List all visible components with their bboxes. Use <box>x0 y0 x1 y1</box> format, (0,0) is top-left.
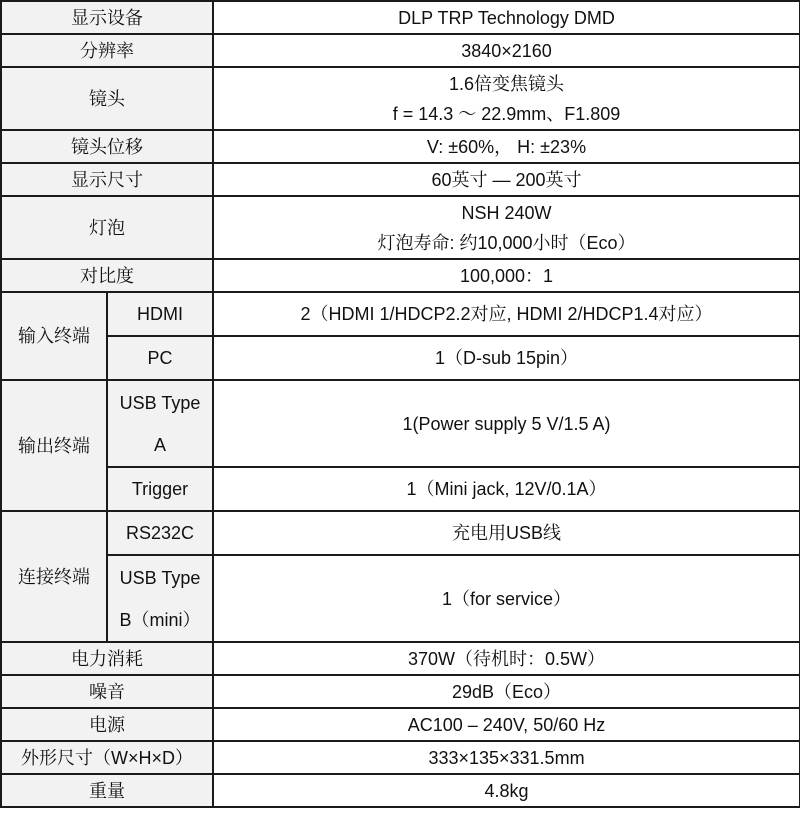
row-noise <box>1 675 800 708</box>
row-power-supply <box>1 708 800 741</box>
input-pc-value: 1（D-sub 15pin） <box>213 336 800 380</box>
output-trigger-label: Trigger <box>107 467 213 511</box>
connection-usb-b-label-line1: USB Type <box>119 567 201 588</box>
screen-size-label: 显示尺寸 <box>1 163 213 196</box>
power-supply-label: 电源 <box>1 708 213 741</box>
output-usb-a-label <box>107 380 213 467</box>
noise-value: 29dB（Eco） <box>213 675 800 708</box>
row-output-trigger <box>1 467 800 511</box>
lens-value-line1: 1.6倍变焦镜头 <box>448 73 565 94</box>
connection-terminal-label: 连接终端 <box>1 511 107 642</box>
lamp-value-line2: 灯泡寿命: 约10,000小时（Eco） <box>377 232 636 253</box>
lens-label: 镜头 <box>1 67 213 130</box>
output-usb-a-label-line2: A <box>153 434 166 455</box>
resolution-value: 3840×2160 <box>213 34 800 67</box>
row-power-consumption <box>1 642 800 675</box>
lamp-label: 灯泡 <box>1 196 213 259</box>
power-consumption-value: 370W（待机时：0.5W） <box>213 642 800 675</box>
connection-rs232c-label: RS232C <box>107 511 213 555</box>
row-lamp <box>1 196 800 259</box>
connection-usb-b-value: 1（for service） <box>213 555 800 642</box>
output-trigger-value: 1（Mini jack, 12V/0.1A） <box>213 467 800 511</box>
row-connection-rs232c <box>1 511 800 555</box>
connection-usb-b-label <box>107 555 213 642</box>
lens-shift-label: 镜头位移 <box>1 130 213 163</box>
power-consumption-label: 电力消耗 <box>1 642 213 675</box>
lens-shift-value: V: ±60%， H: ±23% <box>213 130 800 163</box>
power-supply-value: AC100 – 240V, 50/60 Hz <box>213 708 800 741</box>
input-terminal-label: 输入终端 <box>1 292 107 380</box>
lamp-value <box>213 196 800 259</box>
row-weight <box>1 774 800 807</box>
row-input-pc <box>1 336 800 380</box>
display-device-value: DLP TRP Technology DMD <box>213 1 800 34</box>
noise-label: 噪音 <box>1 675 213 708</box>
row-contrast <box>1 259 800 292</box>
row-input-hdmi <box>1 292 800 336</box>
row-output-usb-a <box>1 380 800 467</box>
dimensions-value: 333×135×331.5mm <box>213 741 800 774</box>
output-terminal-label: 输出终端 <box>1 380 107 511</box>
input-hdmi-label: HDMI <box>107 292 213 336</box>
row-display-device <box>1 1 800 34</box>
display-device-label: 显示设备 <box>1 1 213 34</box>
resolution-label: 分辨率 <box>1 34 213 67</box>
row-screen-size <box>1 163 800 196</box>
row-connection-usb-b <box>1 555 800 642</box>
row-lens-shift <box>1 130 800 163</box>
weight-label: 重量 <box>1 774 213 807</box>
dimensions-label: 外形尺寸（W×H×D） <box>1 741 213 774</box>
input-pc-label: PC <box>107 336 213 380</box>
connection-rs232c-value: 充电用USB线 <box>213 511 800 555</box>
input-hdmi-value: 2（HDMI 1/HDCP2.2对应, HDMI 2/HDCP1.4对应） <box>213 292 800 336</box>
lens-value <box>213 67 800 130</box>
connection-usb-b-label-line2: B（mini） <box>119 609 201 630</box>
weight-value: 4.8kg <box>213 774 800 807</box>
output-usb-a-label-line1: USB Type <box>119 392 201 413</box>
row-resolution <box>1 34 800 67</box>
row-dimensions <box>1 741 800 774</box>
screen-size-value: 60英寸 — 200英寸 <box>213 163 800 196</box>
lens-value-line2: f = 14.3 ～ 22.9mm、F1.809 <box>392 103 621 124</box>
contrast-value: 100,000：1 <box>213 259 800 292</box>
lamp-value-line1: NSH 240W <box>461 202 552 223</box>
row-lens <box>1 67 800 130</box>
output-usb-a-value: 1(Power supply 5 V/1.5 A) <box>213 380 800 467</box>
contrast-label: 对比度 <box>1 259 213 292</box>
